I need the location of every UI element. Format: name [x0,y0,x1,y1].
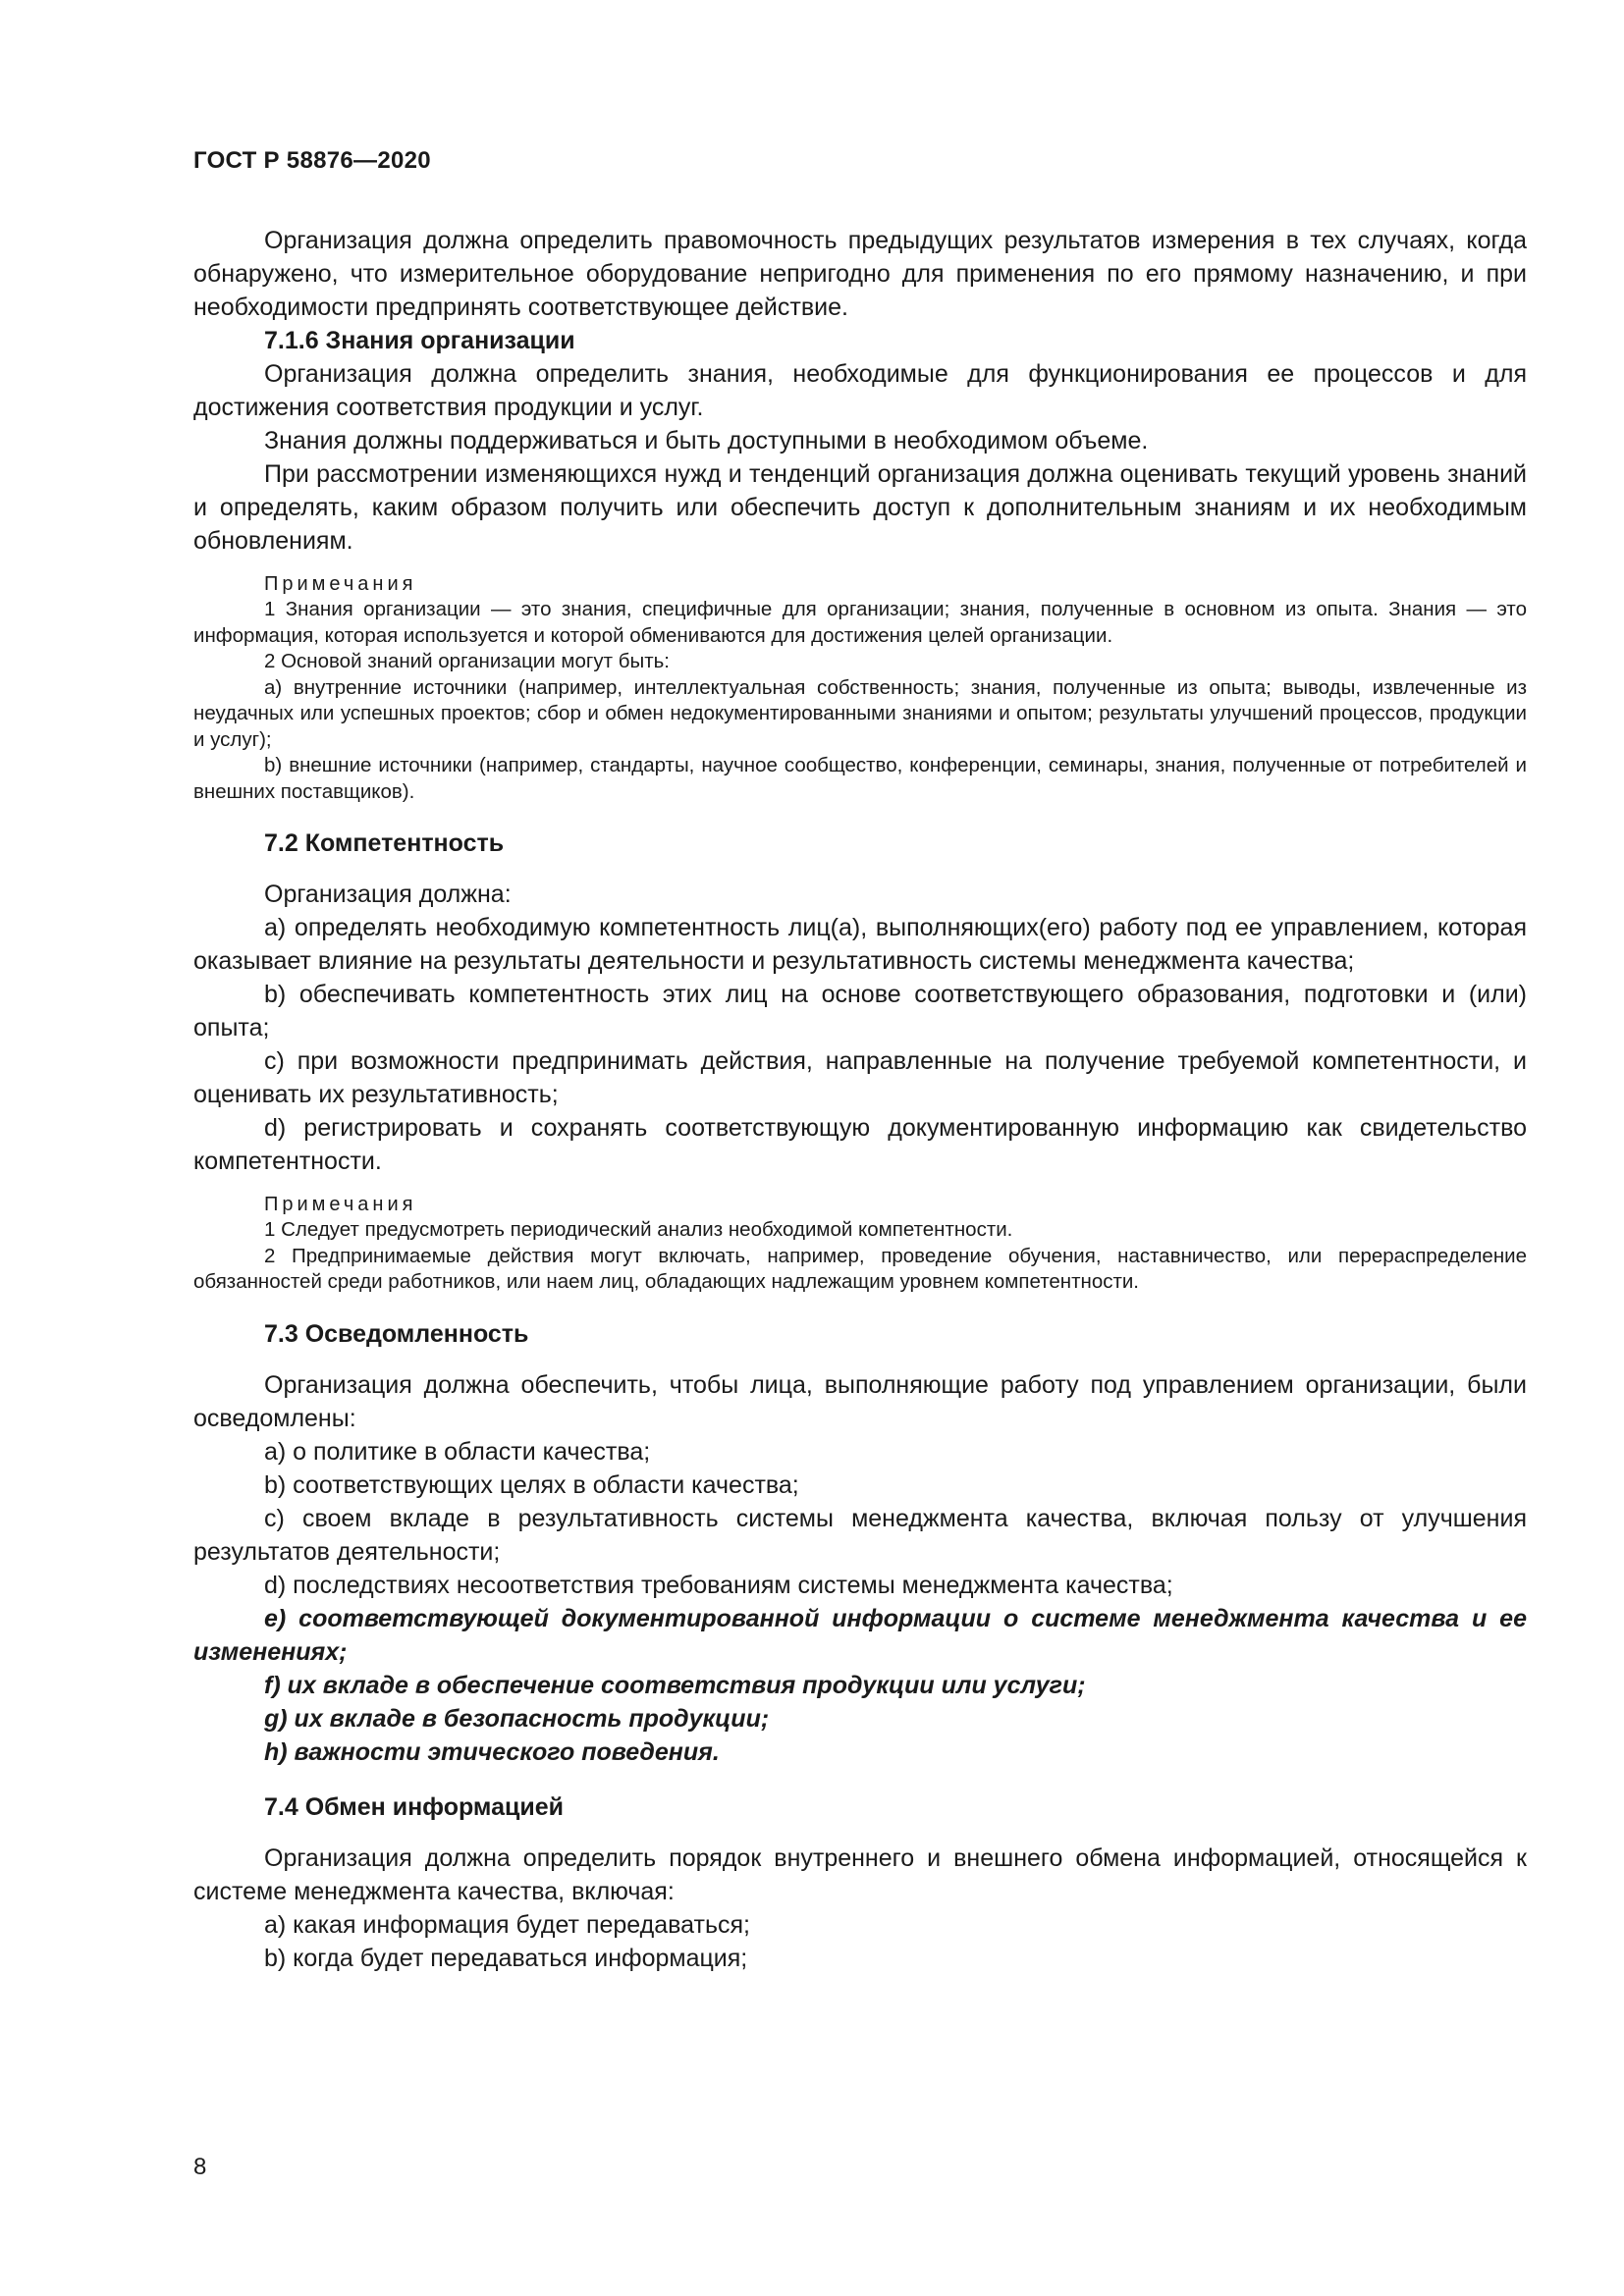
page-content [193,224,1527,1975]
paragraph-7-1-6-2: Знания должны поддерживаться и быть доступными в необходимом объеме. [264,427,1149,454]
list-item-7-3-c: c) своем вкладе в результативность системы менеджмента качества, включая пользу от улучшения результатов деятельности; [193,1504,1527,1566]
notes-title-7-1-6: Примечания [264,573,417,595]
note-7-2-1: 1 Следует предусмотреть периодический анализ необходимой компетентности. [264,1218,1013,1241]
list-item-7-3-f: f) их вкладе в обеспечение соответствия продукции или услуги; [264,1671,1086,1699]
list-item-7-3-e: e) соответствующей документированной информации о системе менеджмента качества и ее изменениях; [193,1604,1527,1666]
page-number: 8 [193,2154,207,2180]
note-7-1-6-2a: a) внутренние источники (например, интеллектуальная собственность; знания, полученные из опыта; выводы, извлеченные из неудачных или успешных проектов; сбор и обмен недокументированными знаниями и опытом; результаты улучшений процессов, продукции и услуг); [193,675,1527,751]
heading-7-1-6: 7.1.6 Знания организации [264,327,575,354]
notes-title-7-2: Примечания [264,1194,417,1215]
heading-7-3: 7.3 Осведомленность [264,1319,529,1348]
list-item-7-3-h: h) важности этического поведения. [264,1737,720,1766]
list-item-7-4-a: a) какая информация будет передаваться; [264,1910,750,1939]
note-7-1-6-2: 2 Основой знаний организации могут быть: [264,650,670,672]
paragraph-7-1-6-3: При рассмотрении изменяющихся нужд и тенденций организация должна оценивать текущий уровень знаний и определять, каким образом получить или обеспечить доступ к дополнительным знаниям и их необходимым обновлениям. [193,460,1527,555]
note-7-1-6-2b: b) внешние источники (например, стандарты, научное сообщество, конференции, семинары, знания, полученные от потребителей и внешних поставщиков). [193,754,1527,803]
list-item-7-2-a: a) определять необходимую компетентность лиц(а), выполняющих(его) работу под ее управлением, которая оказывает влияние на результаты деятельности и результативность системы менеджмента качества; [193,914,1527,975]
paragraph-7-4-intro: Организация должна определить порядок внутреннего и внешнего обмена информацией, относящейся к системе менеджмента качества, включая: [193,1843,1527,1905]
list-item-7-2-b: b) обеспечивать компетентность этих лиц на основе соответствующего образования, подготовки и (или) опыта; [193,981,1527,1041]
note-7-2-2: 2 Предпринимаемые действия могут включать, например, проведение обучения, наставничество, или перераспределение обязанностей среди работников, или наем лиц, обладающих надлежащим уровнем компетентности. [193,1244,1527,1293]
list-item-7-3-d: d) последствиях несоответствия требованиям системы менеджмента качества; [264,1571,1173,1599]
heading-7-4: 7.4 Обмен информацией [264,1792,565,1821]
paragraph-intro: Организация должна определить правомочность предыдущих результатов измерения в тех случаях, когда обнаружено, что измерительное оборудование непригодно для применения по его прямому назначению, и при необходимости предпринять соответствующее действие. [193,227,1527,321]
list-item-7-3-a: a) о политике в области качества; [264,1437,651,1466]
paragraph-7-2-intro: Организация должна: [264,881,512,908]
list-item-7-2-d: d) регистрировать и сохранять соответствующую документированную информацию как свидетельство компетентности. [193,1114,1527,1175]
note-7-1-6-1: 1 Знания организации — это знания, специфичные для организации; знания, полученные в основном из опыта. Знания — это информация, которая используется и которой обмениваются для достижения целей организации. [193,598,1527,647]
paragraph-7-3-intro: Организация должна обеспечить, чтобы лица, выполняющие работу под управлением организации, были осведомлены: [193,1370,1527,1432]
list-item-7-3-g: g) их вкладе в безопасность продукции; [264,1704,770,1733]
heading-7-2: 7.2 Компетентность [264,829,505,857]
list-item-7-2-c: c) при возможности предпринимать действия, направленные на получение требуемой компетентности, и оценивать их результативность; [193,1047,1527,1108]
paragraph-7-1-6-1: Организация должна определить знания, необходимые для функционирования ее процессов и для достижения соответствия продукции и услуг. [193,360,1527,421]
list-item-7-4-b: b) когда будет передаваться информация; [264,1944,748,1972]
list-item-7-3-b: b) соответствующих целях в области качества; [264,1470,799,1499]
document-code: ГОСТ Р 58876—2020 [193,147,431,174]
